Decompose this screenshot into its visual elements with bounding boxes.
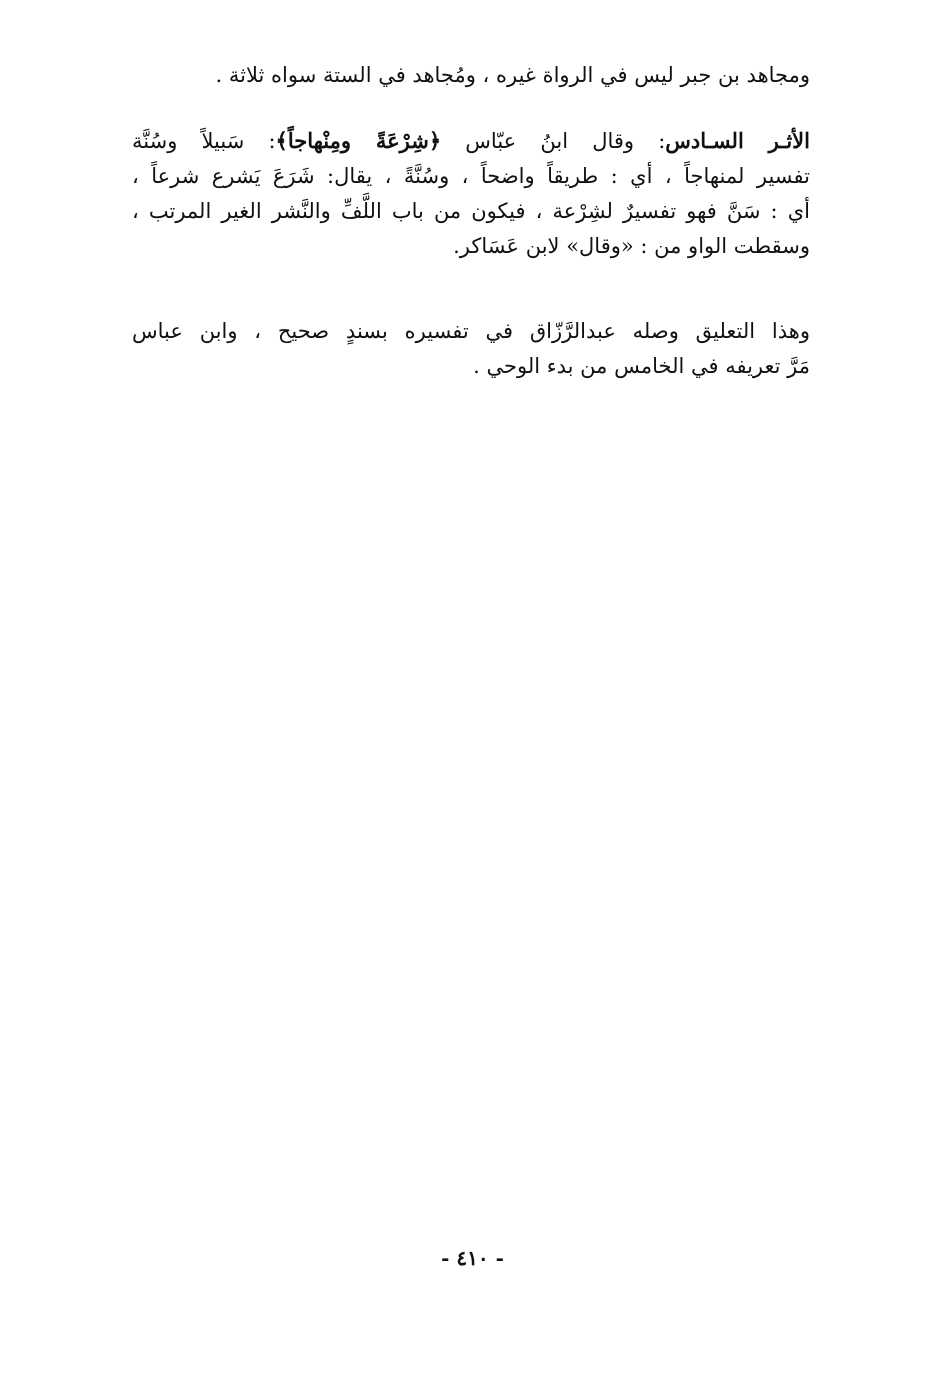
paragraph-taliq-note [132, 314, 810, 384]
text-line: ومجاهد بن جبر ليس في الرواة غيره ، ومُجاهد في الستة سواه ثلاثة . [215, 63, 810, 87]
text-line [132, 123, 810, 159]
page-number: - ٤١٠ - [441, 1246, 504, 1270]
text-segment: : سَبيلاً وسُنَّة [132, 129, 276, 153]
text-line: وسقطت الواو من : «وقال» لابن عَسَاكر. [453, 234, 810, 258]
text-line: وهذا التعليق وصله عبدالرَّزّاق في تفسيره بسندٍ صحيح ، وابن عباس [132, 319, 810, 343]
text-segment: : وقال ابنُ عبّاس [441, 129, 666, 153]
text-line: مَرَّ تعريفه في الخامس من بدء الوحي . [473, 354, 810, 378]
paragraph-sixth-athar [132, 123, 810, 264]
athar-heading-label: الأثـر السـادس [665, 128, 810, 153]
text-line: أي : سَنَّ فهو تفسيرٌ لشِرْعة ، فيكون من باب اللَّفِّ والنَّشر الغير المرتب ، [132, 199, 810, 223]
paragraph-mujahid-note [132, 58, 810, 93]
text-line: تفسير لمنهاجاً ، أي : طريقاً واضحاً ، وسُنَّةً ، يقال: شَرَعَ يَشرع شرعاً ، [132, 164, 810, 188]
quran-quote: ﴿شِرْعَةً ومِنْهاجاً﴾ [275, 128, 442, 153]
